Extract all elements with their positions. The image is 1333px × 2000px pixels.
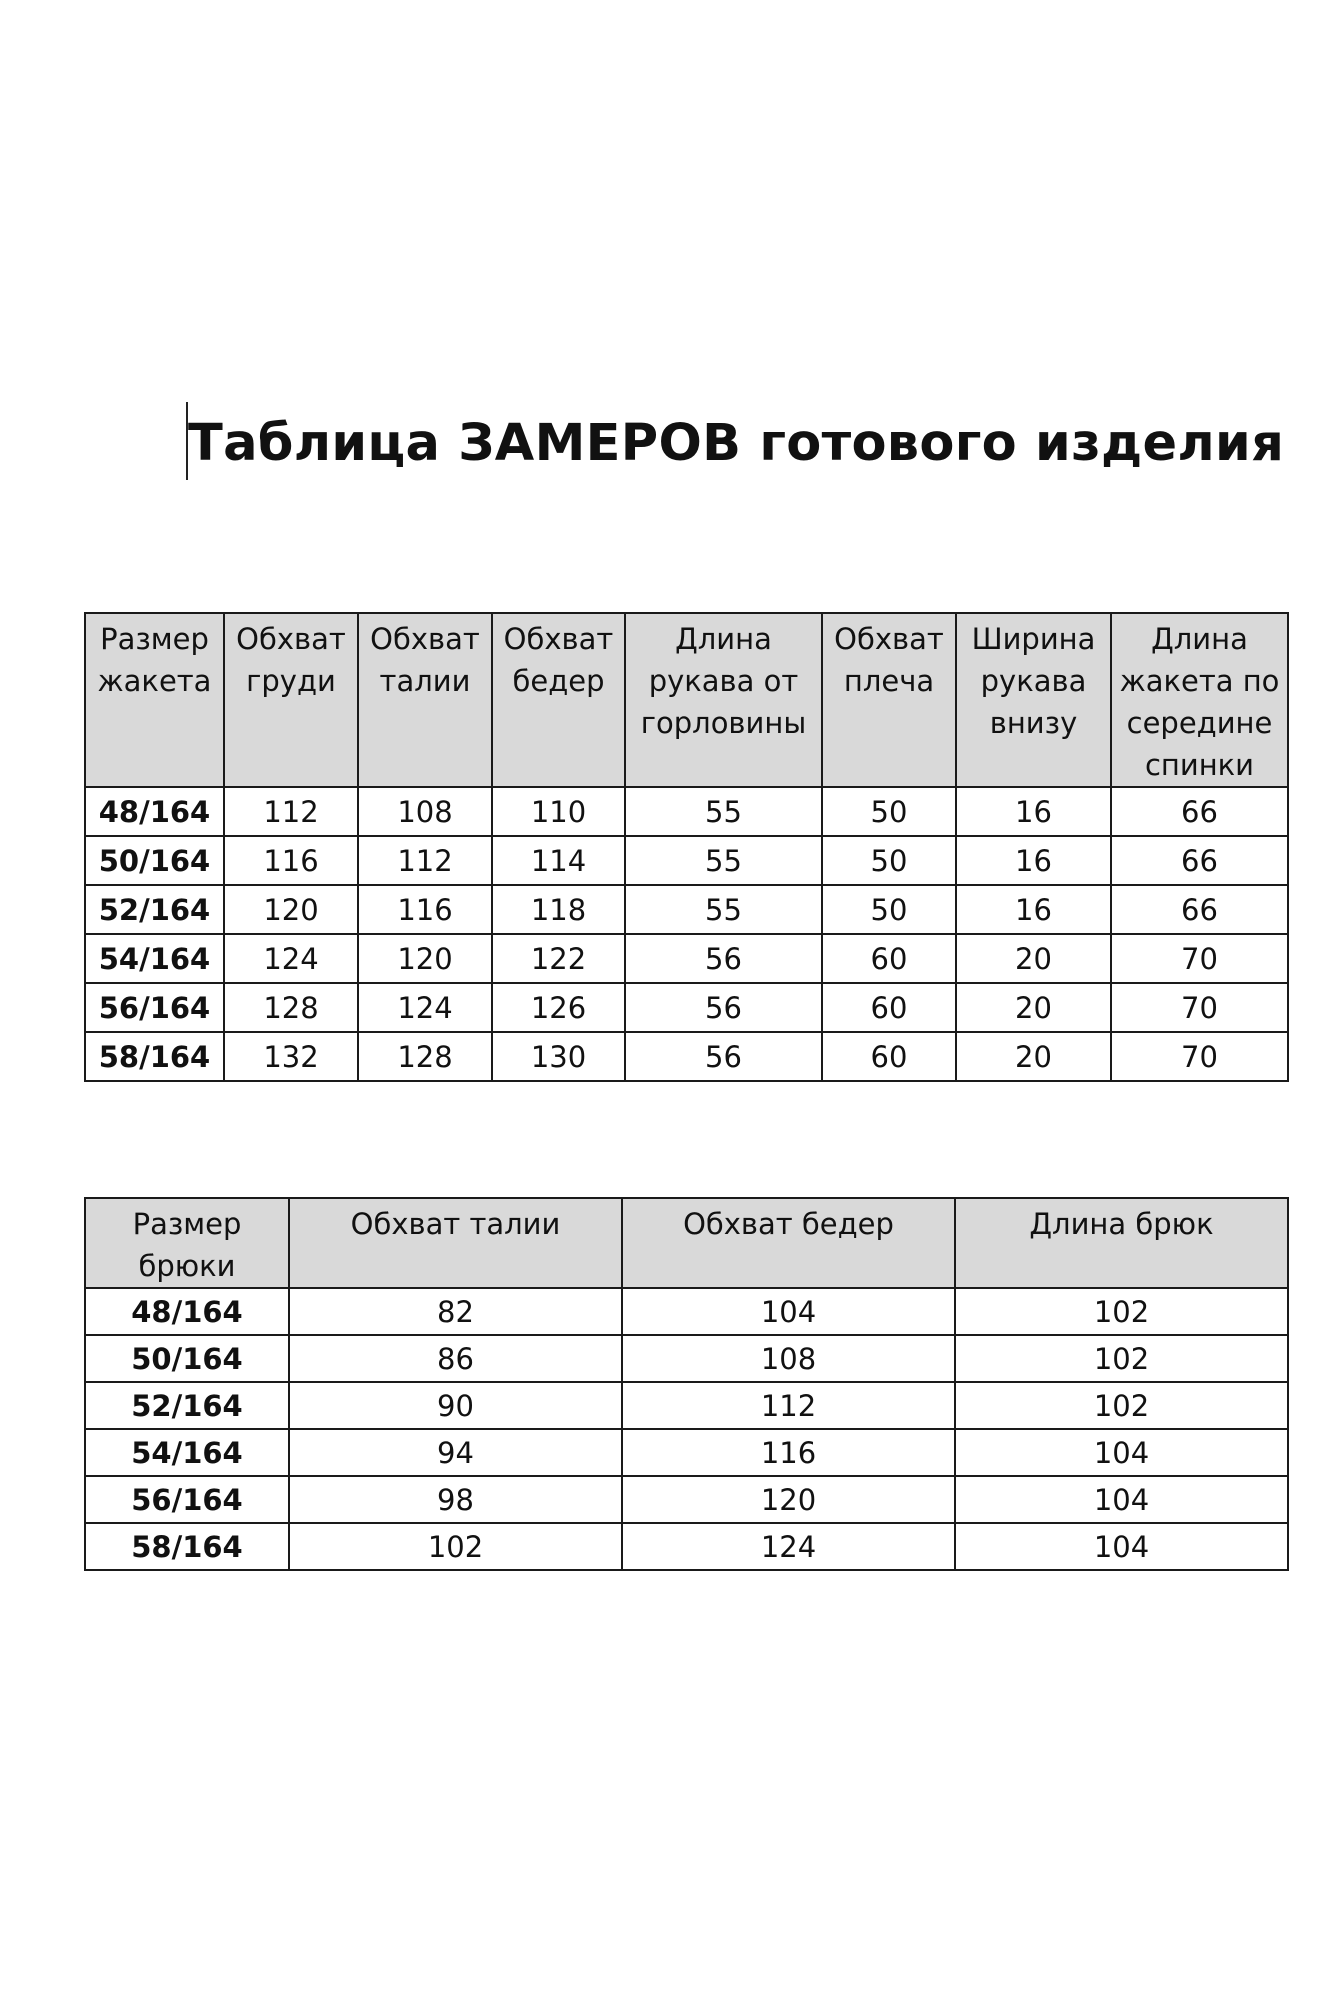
table-cell: 66 [1111, 787, 1288, 836]
pants-measurements-table [84, 1197, 1289, 1571]
table-cell: 116 [224, 836, 358, 885]
table-row [85, 934, 1288, 983]
table-cell: 104 [955, 1523, 1288, 1570]
size-cell: 52/164 [85, 885, 224, 934]
table-cell: 50 [822, 836, 956, 885]
size-cell: 48/164 [85, 787, 224, 836]
table-cell: 66 [1111, 836, 1288, 885]
table-row [85, 1382, 1288, 1429]
table-cell: 50 [822, 787, 956, 836]
size-cell: 50/164 [85, 1335, 289, 1382]
column-header: Длина рукава от горловины [625, 613, 822, 787]
column-header: Обхват бедер [622, 1198, 955, 1288]
size-cell: 58/164 [85, 1523, 289, 1570]
table-cell: 102 [289, 1523, 622, 1570]
size-cell: 56/164 [85, 983, 224, 1032]
table-header-row [85, 613, 1288, 787]
column-header: Обхват талии [358, 613, 492, 787]
table-cell: 20 [956, 983, 1111, 1032]
table-row [85, 1032, 1288, 1081]
table-cell: 110 [492, 787, 625, 836]
table-cell: 104 [622, 1288, 955, 1335]
table-cell: 60 [822, 934, 956, 983]
column-header: Обхват талии [289, 1198, 622, 1288]
table-cell: 104 [955, 1429, 1288, 1476]
table-cell: 16 [956, 885, 1111, 934]
table-row [85, 1523, 1288, 1570]
jacket-measurements-table [84, 612, 1289, 1082]
size-cell: 56/164 [85, 1476, 289, 1523]
table-cell: 120 [358, 934, 492, 983]
table-cell: 70 [1111, 1032, 1288, 1081]
table-cell: 55 [625, 885, 822, 934]
table-header-row [85, 1198, 1288, 1288]
table-cell: 55 [625, 787, 822, 836]
table-cell: 55 [625, 836, 822, 885]
table-row [85, 1429, 1288, 1476]
table-cell: 124 [224, 934, 358, 983]
table-cell: 108 [622, 1335, 955, 1382]
column-header: Ширина рукава внизу [956, 613, 1111, 787]
table-cell: 124 [622, 1523, 955, 1570]
table-cell: 60 [822, 1032, 956, 1081]
table-row [85, 1288, 1288, 1335]
table-cell: 20 [956, 1032, 1111, 1081]
table-row [85, 1335, 1288, 1382]
table-cell: 108 [358, 787, 492, 836]
table-cell: 70 [1111, 983, 1288, 1032]
size-cell: 54/164 [85, 934, 224, 983]
size-cell: 58/164 [85, 1032, 224, 1081]
table-cell: 56 [625, 934, 822, 983]
table-cell: 120 [622, 1476, 955, 1523]
table-cell: 116 [358, 885, 492, 934]
table-cell: 50 [822, 885, 956, 934]
column-header: Длина жакета по середине спинки [1111, 613, 1288, 787]
table-cell: 56 [625, 983, 822, 1032]
table-cell: 128 [224, 983, 358, 1032]
table-cell: 120 [224, 885, 358, 934]
page-title: Таблица ЗАМЕРОВ готового изделия [188, 414, 1285, 473]
table-cell: 124 [358, 983, 492, 1032]
column-header: Размер жакета [85, 613, 224, 787]
table-cell: 114 [492, 836, 625, 885]
column-header: Длина брюк [955, 1198, 1288, 1288]
table-row [85, 836, 1288, 885]
table-cell: 112 [224, 787, 358, 836]
table-cell: 102 [955, 1288, 1288, 1335]
table-cell: 16 [956, 787, 1111, 836]
column-header: Обхват плеча [822, 613, 956, 787]
table-cell: 98 [289, 1476, 622, 1523]
table-cell: 56 [625, 1032, 822, 1081]
table-row [85, 885, 1288, 934]
size-cell: 52/164 [85, 1382, 289, 1429]
column-header: Обхват груди [224, 613, 358, 787]
table-cell: 116 [622, 1429, 955, 1476]
table-cell: 126 [492, 983, 625, 1032]
table-cell: 102 [955, 1335, 1288, 1382]
table-cell: 128 [358, 1032, 492, 1081]
table-cell: 86 [289, 1335, 622, 1382]
size-cell: 50/164 [85, 836, 224, 885]
table-cell: 94 [289, 1429, 622, 1476]
table-cell: 66 [1111, 885, 1288, 934]
table-row [85, 1476, 1288, 1523]
table-cell: 112 [622, 1382, 955, 1429]
table-cell: 118 [492, 885, 625, 934]
table-cell: 104 [955, 1476, 1288, 1523]
column-header: Размер брюки [85, 1198, 289, 1288]
size-cell: 48/164 [85, 1288, 289, 1335]
column-header: Обхват бедер [492, 613, 625, 787]
table-cell: 90 [289, 1382, 622, 1429]
table-row [85, 787, 1288, 836]
table-cell: 102 [955, 1382, 1288, 1429]
table-cell: 16 [956, 836, 1111, 885]
size-cell: 54/164 [85, 1429, 289, 1476]
table-cell: 70 [1111, 934, 1288, 983]
table-cell: 20 [956, 934, 1111, 983]
table-cell: 130 [492, 1032, 625, 1081]
table-cell: 132 [224, 1032, 358, 1081]
table-row [85, 983, 1288, 1032]
table-cell: 82 [289, 1288, 622, 1335]
table-cell: 122 [492, 934, 625, 983]
table-cell: 60 [822, 983, 956, 1032]
table-cell: 112 [358, 836, 492, 885]
